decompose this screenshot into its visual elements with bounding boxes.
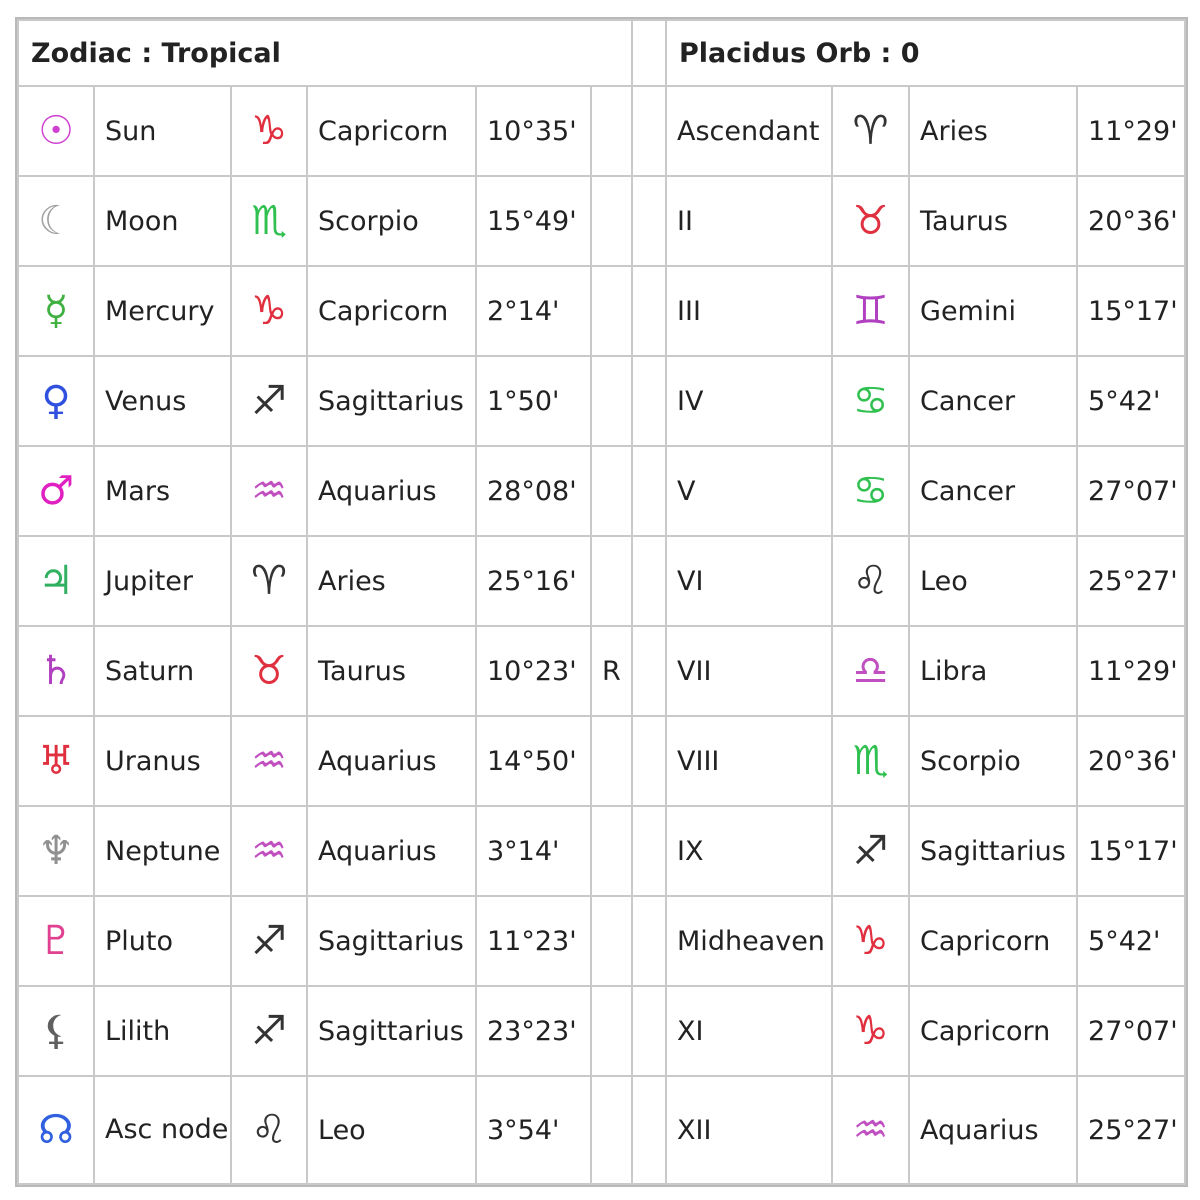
house-degree: 11°29' <box>1077 86 1185 176</box>
planet-name: Venus <box>94 356 231 446</box>
house-name: Ascendant <box>666 86 832 176</box>
planet-sign: Capricorn <box>307 266 476 356</box>
house-sign: Capricorn <box>909 896 1077 986</box>
gemini-icon: ♊ <box>832 266 909 356</box>
column-gap <box>632 1076 666 1184</box>
aries-icon: ♈ <box>231 536 307 626</box>
planet-sign: Sagittarius <box>307 356 476 446</box>
house-degree: 20°36' <box>1077 716 1185 806</box>
retrograde-flag <box>591 176 632 266</box>
table-row <box>18 536 1185 626</box>
column-gap <box>632 356 666 446</box>
house-name: Midheaven <box>666 896 832 986</box>
table-row <box>18 86 1185 176</box>
uranus-icon: ♅ <box>18 716 94 806</box>
house-sign: Scorpio <box>909 716 1077 806</box>
planet-sign: Sagittarius <box>307 986 476 1076</box>
jupiter-icon: ♃ <box>18 536 94 626</box>
capricorn-icon: ♑ <box>832 986 909 1076</box>
house-degree: 27°07' <box>1077 986 1185 1076</box>
retrograde-flag <box>591 716 632 806</box>
planet-degree: 23°23' <box>476 986 591 1076</box>
house-sign: Aquarius <box>909 1076 1077 1184</box>
table-row <box>18 806 1185 896</box>
planets-houses-table <box>17 19 1186 1185</box>
retrograde-flag <box>591 266 632 356</box>
sun-icon: ☉ <box>18 86 94 176</box>
capricorn-icon: ♑ <box>832 896 909 986</box>
column-gap <box>632 176 666 266</box>
column-gap <box>632 626 666 716</box>
house-sign: Gemini <box>909 266 1077 356</box>
sagittarius-icon: ♐ <box>231 896 307 986</box>
house-sign: Taurus <box>909 176 1077 266</box>
planet-sign: Aquarius <box>307 716 476 806</box>
planet-name: Mercury <box>94 266 231 356</box>
retrograde-flag <box>591 356 632 446</box>
moon-icon: ☾ <box>18 176 94 266</box>
table-row <box>18 986 1185 1076</box>
saturn-icon: ♄ <box>18 626 94 716</box>
capricorn-icon: ♑ <box>231 86 307 176</box>
aquarius-icon: ♒ <box>832 1076 909 1184</box>
aquarius-icon: ♒ <box>231 446 307 536</box>
planet-sign: Taurus <box>307 626 476 716</box>
lilith-icon: ⚸ <box>18 986 94 1076</box>
house-degree: 25°27' <box>1077 536 1185 626</box>
astrology-table <box>15 17 1188 1187</box>
house-name: IV <box>666 356 832 446</box>
retrograde-flag: R <box>591 626 632 716</box>
planet-degree: 10°23' <box>476 626 591 716</box>
aquarius-icon: ♒ <box>231 806 307 896</box>
mars-icon: ♂ <box>18 446 94 536</box>
table-row <box>18 356 1185 446</box>
planet-name: Saturn <box>94 626 231 716</box>
aquarius-icon: ♒ <box>231 716 307 806</box>
house-degree: 11°29' <box>1077 626 1185 716</box>
house-name: VII <box>666 626 832 716</box>
house-sign: Sagittarius <box>909 806 1077 896</box>
house-degree: 25°27' <box>1077 1076 1185 1184</box>
house-degree: 5°42' <box>1077 356 1185 446</box>
house-degree: 15°17' <box>1077 266 1185 356</box>
planet-sign: Aries <box>307 536 476 626</box>
table-row <box>18 176 1185 266</box>
scorpio-icon: ♏ <box>231 176 307 266</box>
sagittarius-icon: ♐ <box>231 356 307 446</box>
planet-name: Pluto <box>94 896 231 986</box>
house-name: VIII <box>666 716 832 806</box>
column-gap <box>632 20 666 86</box>
retrograde-flag <box>591 806 632 896</box>
house-system-header: Placidus Orb : 0 <box>666 20 1185 86</box>
table-row <box>18 626 1185 716</box>
sagittarius-icon: ♐ <box>231 986 307 1076</box>
planet-name: Asc node <box>94 1076 231 1184</box>
planet-name: Mars <box>94 446 231 536</box>
retrograde-flag <box>591 896 632 986</box>
column-gap <box>632 446 666 536</box>
planet-name: Lilith <box>94 986 231 1076</box>
planet-degree: 11°23' <box>476 896 591 986</box>
house-degree: 20°36' <box>1077 176 1185 266</box>
planet-name: Uranus <box>94 716 231 806</box>
aries-icon: ♈ <box>832 86 909 176</box>
house-sign: Libra <box>909 626 1077 716</box>
cancer-icon: ♋ <box>832 356 909 446</box>
house-sign: Aries <box>909 86 1077 176</box>
retrograde-flag <box>591 1076 632 1184</box>
house-name: XII <box>666 1076 832 1184</box>
table-row <box>18 266 1185 356</box>
sagittarius-icon: ♐ <box>832 806 909 896</box>
neptune-icon: ♆ <box>18 806 94 896</box>
planet-sign: Scorpio <box>307 176 476 266</box>
planet-degree: 2°14' <box>476 266 591 356</box>
column-gap <box>632 536 666 626</box>
column-gap <box>632 266 666 356</box>
capricorn-icon: ♑ <box>231 266 307 356</box>
house-name: III <box>666 266 832 356</box>
ascending-node-icon: ☊ <box>18 1076 94 1184</box>
planet-degree: 14°50' <box>476 716 591 806</box>
retrograde-flag <box>591 986 632 1076</box>
planet-degree: 15°49' <box>476 176 591 266</box>
planet-sign: Sagittarius <box>307 896 476 986</box>
scorpio-icon: ♏ <box>832 716 909 806</box>
house-sign: Capricorn <box>909 986 1077 1076</box>
column-gap <box>632 896 666 986</box>
pluto-icon: ♇ <box>18 896 94 986</box>
zodiac-header: Zodiac : Tropical <box>18 20 632 86</box>
table-row <box>18 1076 1185 1184</box>
planet-degree: 25°16' <box>476 536 591 626</box>
column-gap <box>632 806 666 896</box>
planet-degree: 1°50' <box>476 356 591 446</box>
column-gap <box>632 716 666 806</box>
house-name: II <box>666 176 832 266</box>
house-sign: Cancer <box>909 446 1077 536</box>
planet-name: Sun <box>94 86 231 176</box>
planet-sign: Aquarius <box>307 446 476 536</box>
planet-name: Moon <box>94 176 231 266</box>
retrograde-flag <box>591 446 632 536</box>
mercury-icon: ☿ <box>18 266 94 356</box>
house-degree: 15°17' <box>1077 806 1185 896</box>
planet-degree: 28°08' <box>476 446 591 536</box>
cancer-icon: ♋ <box>832 446 909 536</box>
planet-sign: Aquarius <box>307 806 476 896</box>
house-name: IX <box>666 806 832 896</box>
column-gap <box>632 86 666 176</box>
planet-degree: 3°54' <box>476 1076 591 1184</box>
house-name: XI <box>666 986 832 1076</box>
house-name: V <box>666 446 832 536</box>
planet-name: Jupiter <box>94 536 231 626</box>
planet-name: Neptune <box>94 806 231 896</box>
house-sign: Cancer <box>909 356 1077 446</box>
planet-degree: 10°35' <box>476 86 591 176</box>
planet-sign: Leo <box>307 1076 476 1184</box>
planet-degree: 3°14' <box>476 806 591 896</box>
retrograde-flag <box>591 536 632 626</box>
libra-icon: ♎ <box>832 626 909 716</box>
table-row <box>18 716 1185 806</box>
leo-icon: ♌ <box>832 536 909 626</box>
house-degree: 27°07' <box>1077 446 1185 536</box>
house-sign: Leo <box>909 536 1077 626</box>
taurus-icon: ♉ <box>832 176 909 266</box>
planet-sign: Capricorn <box>307 86 476 176</box>
table-row <box>18 446 1185 536</box>
house-degree: 5°42' <box>1077 896 1185 986</box>
table-row <box>18 896 1185 986</box>
leo-icon: ♌ <box>231 1076 307 1184</box>
house-name: VI <box>666 536 832 626</box>
venus-icon: ♀ <box>18 356 94 446</box>
column-gap <box>632 986 666 1076</box>
taurus-icon: ♉ <box>231 626 307 716</box>
retrograde-flag <box>591 86 632 176</box>
